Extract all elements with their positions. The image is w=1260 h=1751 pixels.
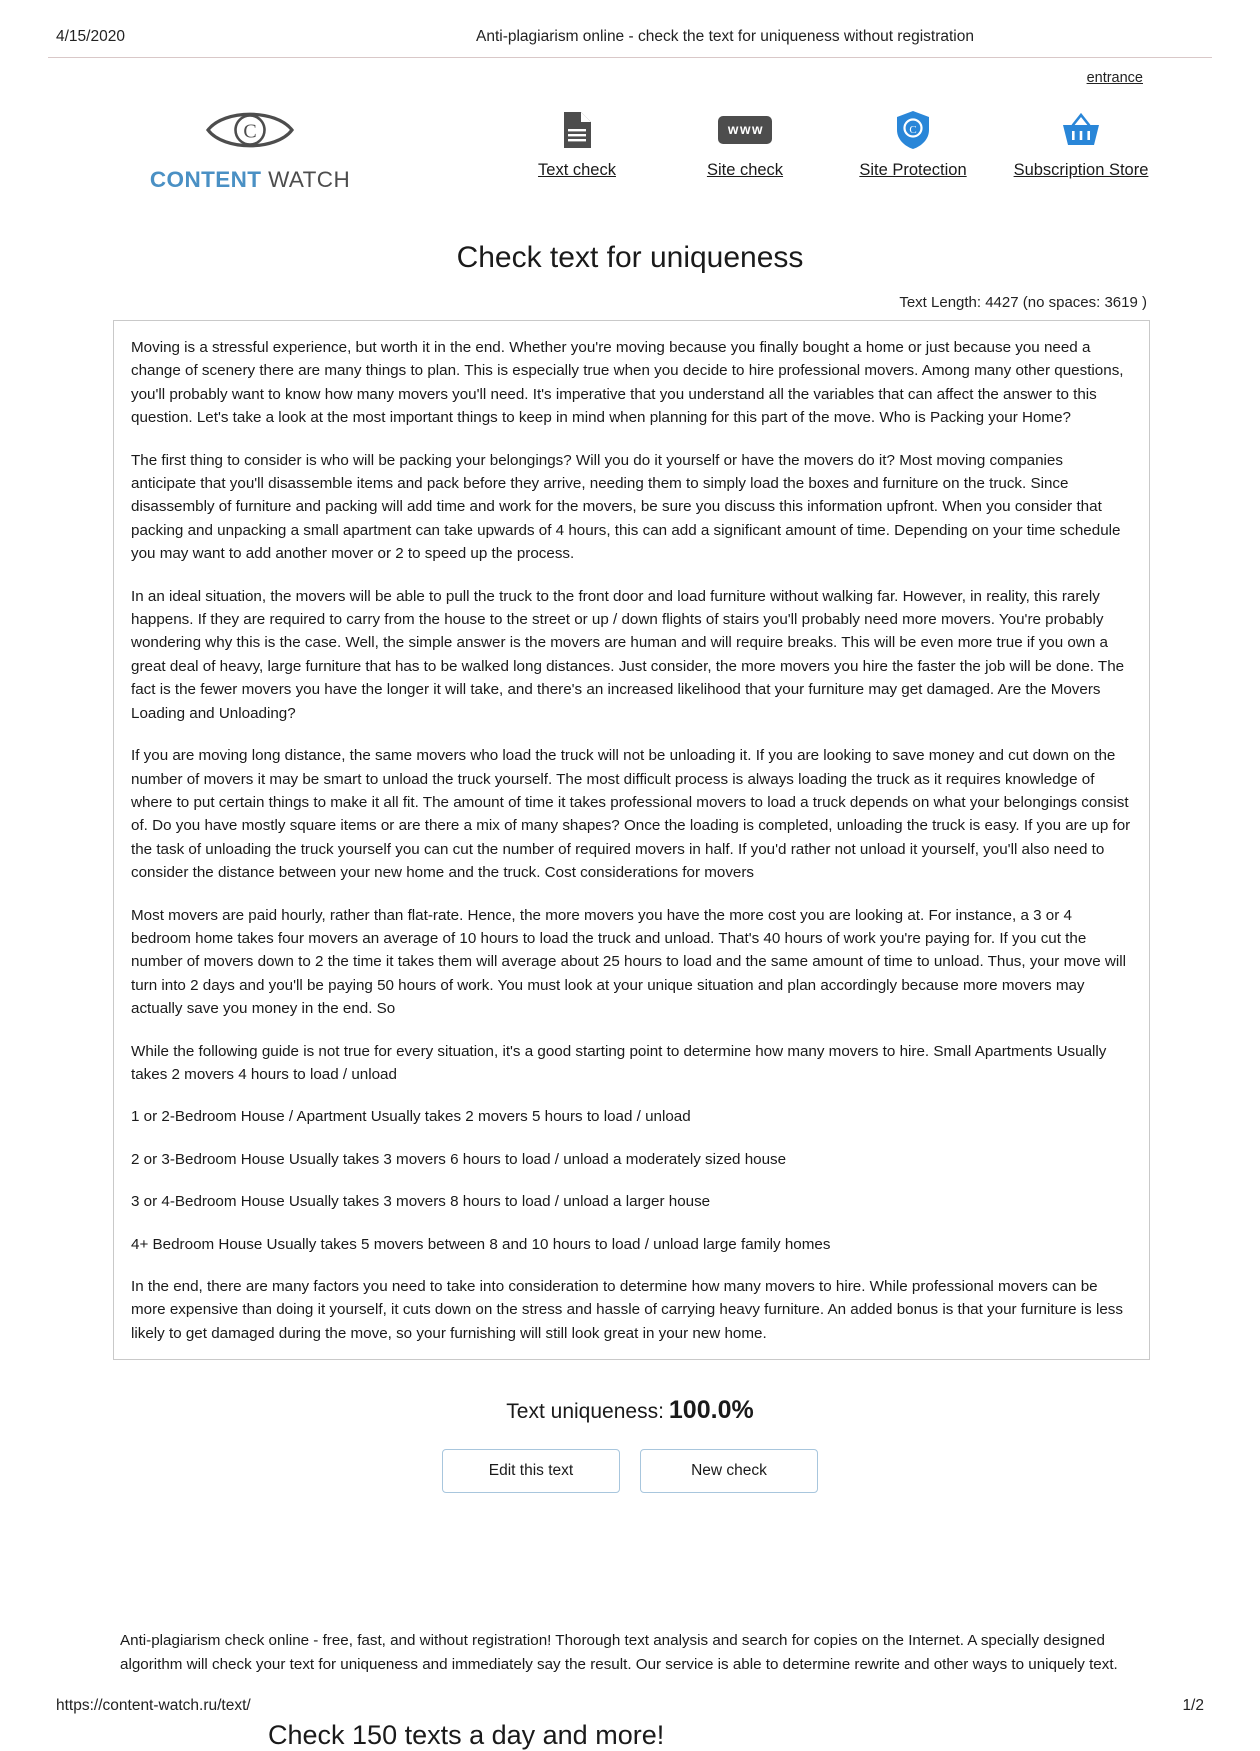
print-header (0, 0, 1260, 46)
uniqueness-value: 100.0% (668, 1396, 754, 1425)
edit-this-text-button[interactable]: Edit this text (442, 1449, 620, 1493)
text-paragraph: 2 or 3-Bedroom House Usually takes 3 movers 6 hours to load / unload a moderately sized house (131, 1150, 787, 1168)
brand-name-secondary: WATCH (268, 167, 351, 192)
brand-name (100, 167, 400, 193)
uniqueness-label: Text uniqueness: (506, 1400, 664, 1424)
footer-description: Anti-plagiarism check online - free, fast, and without registration! Thorough text analysis and search for copies on the Internet. A specially designed algorithm will check your text for uniqueness and immediately say the result. Our service is able to determine rewrite and other ways to uniquely text. (120, 1632, 1118, 1673)
footer-tagline: Check 150 texts a day and more! (268, 1720, 665, 1751)
site-header (0, 87, 1260, 193)
www-box-icon (661, 109, 829, 151)
new-check-button[interactable]: New check (640, 1449, 818, 1493)
eye-copyright-icon (100, 105, 400, 160)
nav-label: Subscription Store (1013, 161, 1149, 179)
print-footer (0, 1697, 1260, 1715)
shopping-basket-icon (997, 109, 1165, 151)
entrance-row (0, 58, 1260, 87)
brand-logo-block[interactable] (100, 101, 400, 193)
text-paragraph: Moving is a stressful experience, but worth it in the end. Whether you're moving because you finally bought a home or just because you need a change of scenery there are many things to plan. This is especially true when you decide to hire professional movers. Among many other questions, you'll probably want to know how many movers you'll need. It's imperative that you understand all the variables that can affect the answer to this question. Let's take a look at the most important things to keep in mind when planning for this part of the move. Who is Packing your Home? (131, 339, 1124, 427)
text-paragraph: Most movers are paid hourly, rather than flat-rate. Hence, the more movers you have the more cost you are looking at. For instance, a 3 or 4 bedroom home takes four movers an average of 10 hours to load the truck and unload. That's 40 hours of work you're paying for. If you cut the number of movers down to 2 the time it takes them will average about 25 hours to load and the same amount of time to unload. Thus, your move will turn into 2 days and you'll be paying 50 hours of work. You must look at your unique situation and plan accordingly because more movers may actually save you money in the end. So (131, 906, 1127, 1018)
print-date: 4/15/2020 (56, 28, 125, 45)
nav-label: Site Protection (859, 161, 967, 179)
main-navigation (400, 101, 1165, 180)
text-paragraph: 4+ Bedroom House Usually takes 5 movers between 8 and 10 hours to load / unload large family homes (131, 1235, 831, 1253)
brand-name-primary: CONTENT (149, 167, 262, 192)
svg-text:C: C (243, 120, 257, 143)
nav-item-text-check[interactable] (493, 109, 661, 180)
svg-text:C: C (909, 124, 917, 136)
document-lines-icon (493, 109, 661, 151)
text-paragraph: In an ideal situation, the movers will be able to pull the truck to the front door and load furniture without walking far. However, in reality, this rarely happens. If they are required to carry from the house to the street or up / down flights of stairs you'll probably need more movers. You're probably wondering why this is the case. Well, the simple answer is the movers are human and will require breaks. This will be even more true if you own a great deal of heavy, large furniture that has to be walked long distances. Just consider, the more movers you hire the faster the job will be done. The fact is the fewer movers you have the longer it will take, and there's an increased likelihood that your furniture may get damaged. Are the Movers Loading and Unloading? (131, 587, 1125, 722)
text-paragraph: 1 or 2-Bedroom House / Apartment Usually takes 2 movers 5 hours to load / unload (131, 1108, 691, 1126)
nav-item-site-protection[interactable] (829, 109, 997, 180)
nav-label: Text check (538, 161, 616, 179)
text-paragraph: If you are moving long distance, the same movers who load the truck will not be unloading it. If you are looking to save money and cut down on the number of movers it may be smart to unload the truck yourself. The most difficult process is always loading the truck as it requires knowledge of where to put certain things to make it all fit. The amount of time it takes professional movers to load a truck depends on what your belongings consist of. Do you have mostly square items or are there a mix of many shapes? Once the loading is completed, unloading the truck is easy. If you are up for the task of unloading the truck yourself you can cut the number of required movers in half. If you'd rather not unload it yourself, you'll also need to consider the distance between your new home and the truck. Cost considerations for movers (131, 747, 1131, 882)
action-buttons (0, 1449, 1260, 1493)
text-length-label: Text Length: 4427 (no spaces: 3619 ) (899, 294, 1147, 311)
entrance-link[interactable]: entrance (1086, 70, 1143, 86)
uniqueness-result (0, 1396, 1260, 1425)
page-title: Check text for uniqueness (456, 241, 804, 274)
print-footer-page-number: 1/2 (1182, 1697, 1204, 1715)
nav-label: Site check (706, 161, 784, 179)
text-paragraph: While the following guide is not true for every situation, it's a good starting point to determine how many movers to hire. Small Apartments Usually takes 2 movers 4 hours to load / unload (131, 1042, 1107, 1083)
www-text: www (718, 116, 772, 144)
print-page-title: Anti-plagiarism online - check the text for uniqueness without registration (476, 28, 974, 45)
checked-text-box[interactable] (113, 320, 1150, 1360)
nav-item-site-check[interactable] (661, 109, 829, 180)
text-paragraph: In the end, there are many factors you need to take into consideration to determine how many movers to hire. While professional movers can be more expensive than doing it yourself, it cuts down on the stress and hassle of carrying heavy furniture. An added bonus is that your furniture is less likely to get damaged during the move, so your furnishing will still look great in your new home. (131, 1278, 1123, 1342)
nav-item-subscription-store[interactable] (997, 109, 1165, 180)
text-paragraph: 3 or 4-Bedroom House Usually takes 3 movers 8 hours to load / unload a larger house (131, 1193, 711, 1211)
shield-copyright-icon (829, 109, 997, 151)
print-footer-url: https://content-watch.ru/text/ (56, 1697, 251, 1715)
text-paragraph: The first thing to consider is who will be packing your belongings? Will you do it yourself or have the movers do it? Most moving companies anticipate that you'll disassemble items and pack before they arrive, needing them to simply load the boxes and furniture on the truck. Since disassembly of furniture and packing will add time and work for the movers, be sure you discuss this information upfront. When you consider that packing and unpacking a small apartment can take upwards of 4 hours, this can add a significant amount of time. Depending on your time schedule you may want to add another mover or 2 to speed up the process. (131, 451, 1121, 563)
